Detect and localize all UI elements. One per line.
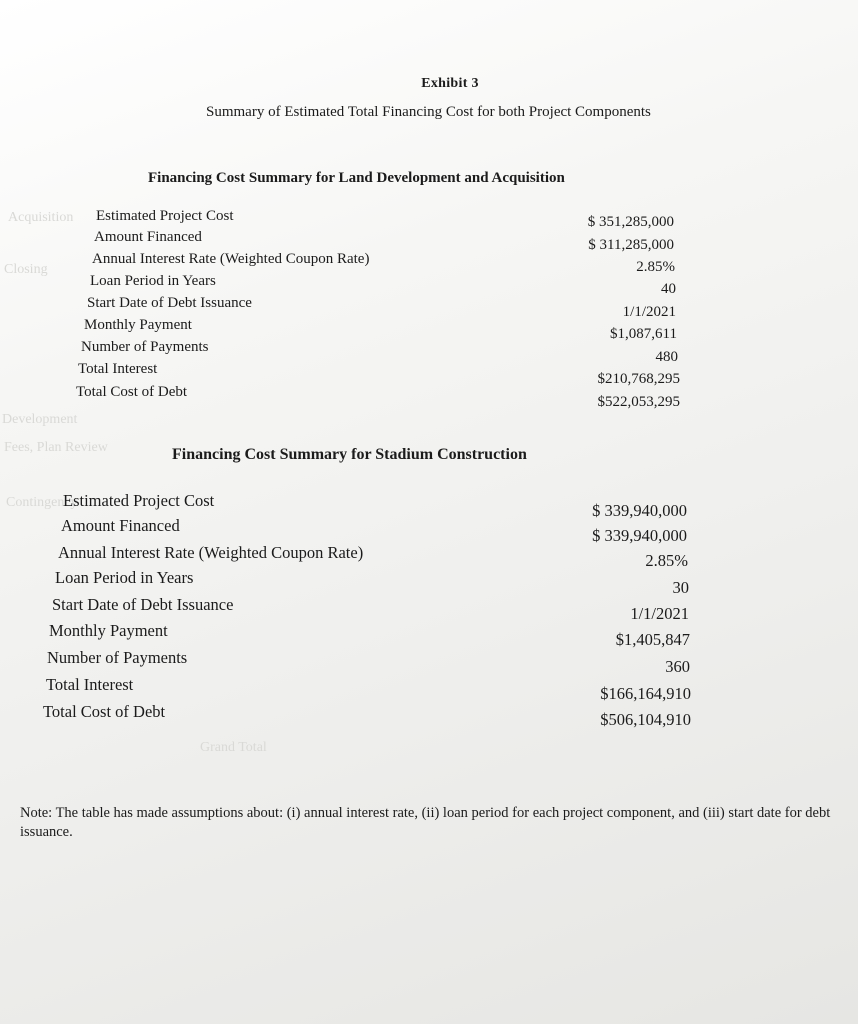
land-label-start-date: Start Date of Debt Issuance <box>87 295 252 311</box>
show-through-text: Grand Total <box>200 740 267 755</box>
stadium-value-total-interest: $166,164,910 <box>600 684 691 703</box>
stadium-value-loan-period: 30 <box>672 578 689 597</box>
stadium-label-total-cost-of-debt: Total Cost of Debt <box>43 702 166 721</box>
stadium-label-number-of-payments: Number of Payments <box>47 648 188 667</box>
stadium-label-monthly-payment: Monthly Payment <box>49 621 168 640</box>
land-label-total-interest: Total Interest <box>78 361 158 377</box>
stadium-label-total-interest: Total Interest <box>46 675 134 694</box>
show-through-text: Development <box>2 412 78 427</box>
land-label-estimated-project-cost: Estimated Project Cost <box>96 208 234 224</box>
land-label-number-of-payments: Number of Payments <box>81 339 209 355</box>
land-label-monthly-payment: Monthly Payment <box>84 317 192 333</box>
stadium-value-monthly-payment: $1,405,847 <box>615 630 690 649</box>
land-value-start-date: 1/1/2021 <box>622 304 676 320</box>
assumptions-note: Note: The table has made assumptions about: (i) annual interest rate, (ii) loan period for each project component, and (iii) start date for debt issuance. <box>20 805 831 840</box>
land-label-amount-financed: Amount Financed <box>94 229 202 245</box>
land-value-monthly-payment: $1,087,611 <box>610 326 677 342</box>
land-value-annual-interest-rate: 2.85% <box>636 259 675 275</box>
land-value-total-cost-of-debt: $522,053,295 <box>597 394 680 410</box>
stadium-value-annual-interest-rate: 2.85% <box>645 551 688 570</box>
land-label-total-cost-of-debt: Total Cost of Debt <box>76 384 188 400</box>
stadium-label-start-date: Start Date of Debt Issuance <box>52 595 234 614</box>
stadium-value-amount-financed: $ 339,940,000 <box>592 526 687 545</box>
exhibit-subtitle: Summary of Estimated Total Financing Cost for both Project Components <box>206 104 651 120</box>
stadium-value-estimated-project-cost: $ 339,940,000 <box>592 501 687 520</box>
show-through-text: Closing <box>4 262 48 277</box>
show-through-text: Contingency <box>6 495 78 510</box>
land-value-estimated-project-cost: $ 351,285,000 <box>587 214 674 230</box>
stadium-label-annual-interest-rate: Annual Interest Rate (Weighted Coupon Rate) <box>58 543 364 562</box>
land-value-total-interest: $210,768,295 <box>597 371 680 387</box>
stadium-label-estimated-project-cost: Estimated Project Cost <box>63 491 215 510</box>
exhibit-title: Exhibit 3 <box>421 76 479 91</box>
show-through-text: Fees, Plan Review <box>4 440 108 455</box>
stadium-label-loan-period: Loan Period in Years <box>55 568 194 587</box>
stadium-section-heading: Financing Cost Summary for Stadium Construction <box>172 446 527 463</box>
land-value-amount-financed: $ 311,285,000 <box>588 237 674 253</box>
stadium-value-start-date: 1/1/2021 <box>630 604 689 623</box>
show-through-text: Acquisition <box>8 210 74 225</box>
stadium-value-total-cost-of-debt: $506,104,910 <box>600 710 691 729</box>
land-section-heading: Financing Cost Summary for Land Development and Acquisition <box>148 170 565 186</box>
land-label-loan-period: Loan Period in Years <box>90 273 216 289</box>
stadium-value-number-of-payments: 360 <box>665 657 690 676</box>
land-value-loan-period: 40 <box>661 281 676 297</box>
stadium-label-amount-financed: Amount Financed <box>61 516 180 535</box>
land-label-annual-interest-rate: Annual Interest Rate (Weighted Coupon Rate) <box>92 251 370 267</box>
land-value-number-of-payments: 480 <box>655 349 678 365</box>
